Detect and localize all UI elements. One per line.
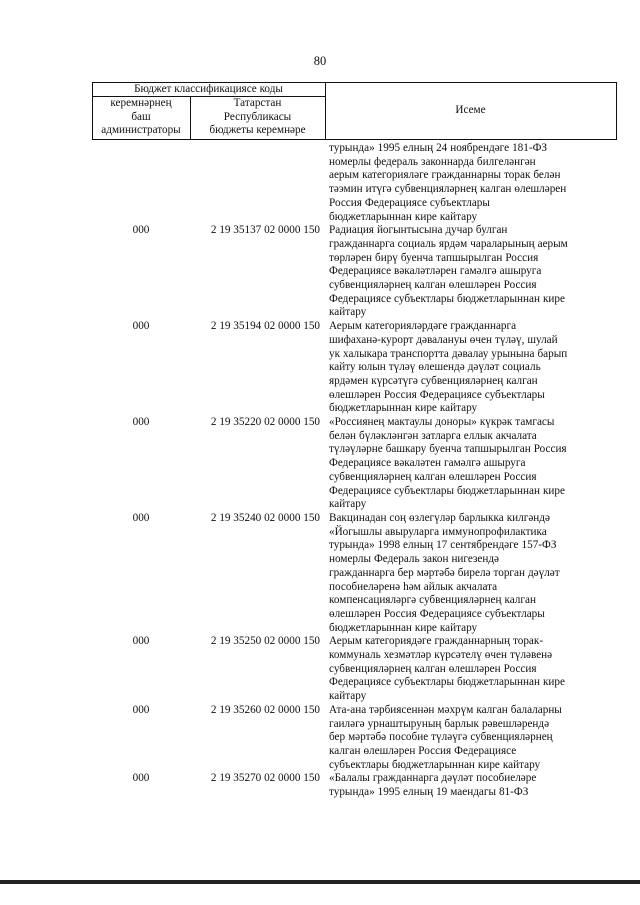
table-row (92, 512, 617, 635)
admin-code: 000 (132, 635, 150, 648)
admin-code (92, 142, 190, 224)
item-name-line: Федерациясе вәкаләтен гамәлгә ашыруга (329, 457, 526, 470)
admin-code: 000 (132, 320, 150, 333)
item-name (327, 635, 617, 704)
item-name-line: гражданнарга социаль ярдәм чараларының аерым (329, 237, 568, 250)
item-name-line: номерлы Федераль закон нигезендә (329, 553, 499, 566)
budget-code: 2 19 35270 02 0000 150 (210, 772, 320, 785)
item-name-line: турында» 1995 елның 24 ноябрендәге 181-ФЗ (329, 142, 548, 154)
item-name-line: өлешләрен Россия Федерациясе субъектлары (329, 607, 545, 620)
item-name-line: Федерациясе субъектлары бюджетларыннан кире (329, 292, 565, 305)
item-name-line: номерлы федераль законнарда билгеләнгән (329, 155, 536, 168)
item-name-line: кайтару (329, 690, 367, 703)
item-name-line: Аерым категорияләрдәге гражданнарга (329, 320, 517, 333)
item-name-line: Федерациясе вәкаләтләрен гамәлгә ашыруга (329, 265, 542, 278)
item-name (327, 320, 617, 416)
table-body (92, 142, 617, 800)
item-name-line: кайтару (329, 498, 367, 511)
item-name-line: Ата-ана тәрбиясеннән мәхрүм калган балаларны (329, 703, 562, 716)
header-col-code-line: Татарстан (233, 97, 282, 109)
table-row (92, 320, 617, 416)
item-name-line: гражданнарга бер мәртәбә бирелә торган дәүләт (329, 566, 560, 579)
header-col-admin (92, 97, 190, 138)
item-name-line: бюджетларыннан кире кайтару (329, 402, 478, 415)
item-name-line: Россия Федерациясе субъектлары (329, 196, 490, 209)
item-name-line: төрләрен бирү буенча тапшырылган Россия (329, 251, 539, 264)
item-name-line: Федерациясе субъектлары бюджетларыннан кире (329, 676, 565, 689)
header-col-admin-line: баш (131, 110, 151, 123)
item-name-line: субвенцияләрнең калган өлешләрен Россия (329, 470, 537, 483)
header-group-title: Бюджет классификациясе коды (134, 83, 283, 95)
item-name-line: Аерым категориядәге гражданнарның торак- (329, 635, 544, 648)
header-col-admin-line: керемнәрнең (110, 97, 172, 109)
budget-code: 2 19 35260 02 0000 150 (210, 703, 320, 716)
item-name (327, 704, 617, 773)
item-name-line: кайтару (329, 306, 367, 319)
item-name-line: бер мәртәбә пособие түләүгә субвенцияләрнең (329, 731, 553, 744)
header-col-name: Исеме (455, 104, 486, 116)
page-number: 80 (313, 54, 327, 68)
item-name-line: ярдәмен күрсәтүгә субвенцияләрнең калган (329, 374, 538, 387)
header-right-border (616, 83, 617, 139)
item-name-line: Вакцинадан соң өзлегүләр барлыкка килгәндә (329, 511, 550, 524)
table-row (92, 224, 617, 320)
table-row (92, 772, 617, 799)
item-name-line: турында» 1998 елның 17 сентябрендәге 157-ФЗ (329, 539, 557, 552)
budget-code: 2 19 35137 02 0000 150 (210, 224, 320, 237)
item-name-line: Федерациясе субъектлары бюджетларыннан кире (329, 484, 565, 497)
item-name-line: «Россиянең мактаулы доноры» күкрәк тамгасы (329, 416, 555, 429)
table-row (92, 416, 617, 512)
item-name (327, 142, 617, 224)
item-name-line: субвенцияләрнең калган өлешләрен Россия (329, 279, 537, 292)
item-name-line: кайту юлын түләү өлешендә дәүләт социаль (329, 361, 541, 374)
item-name-line: компенсацияләргә субвенцияләрнең калган (329, 594, 536, 607)
admin-code: 000 (132, 511, 150, 524)
item-name-line: пособиеләренә һәм айлык акчалата (329, 580, 498, 593)
budget-code: 2 19 35194 02 0000 150 (210, 320, 320, 333)
item-name-line: «Йогышлы авыруларга иммунопрофилактика (329, 525, 547, 538)
table-row (92, 704, 617, 773)
item-name-line: Радиация йогынтысына дучар булган (329, 224, 508, 237)
admin-code: 000 (132, 224, 150, 237)
header-col-code (190, 97, 325, 138)
item-name-line: бюджетларыннан кире кайтару (329, 210, 478, 223)
header-col-code-line: Республикасы (223, 110, 292, 123)
admin-code: 000 (132, 416, 150, 429)
item-name-line: белән бүләкләнгән затларга еллык акчалата (329, 429, 537, 442)
item-name-line: гаиләгә урнаштыруның барлык рәвешләрендә (329, 717, 550, 730)
budget-code (190, 142, 327, 224)
budget-code: 2 19 35250 02 0000 150 (210, 635, 320, 648)
item-name-line: турында» 1995 елның 19 маендагы 81-ФЗ (329, 786, 529, 799)
admin-code: 000 (132, 703, 150, 716)
scan-edge (0, 880, 640, 884)
table-row (92, 142, 617, 224)
header-col-code-line: бюджеты керемнәре (209, 124, 306, 137)
item-name-line: өлешләрен Россия Федерациясе субъектлары (329, 388, 545, 401)
item-name-line: аерым категорияләге гражданнарны торак белән (329, 169, 561, 182)
table-row (92, 635, 617, 704)
item-name-line: калган өлешләрен Россия Федерациясе (329, 744, 517, 757)
item-name-line: түләүләрне башкару буенча тапшырылган Россия (329, 443, 567, 456)
item-name-line: ук халыкара транспортта дәвалау урынына барып (329, 347, 568, 360)
item-name (327, 512, 617, 635)
item-name-line: субъектлары бюджетларыннан кире кайтару (329, 758, 541, 771)
budget-code: 2 19 35220 02 0000 150 (210, 416, 320, 429)
item-name-line: шифаханә-курорт дәвалануы өчен түләү, шулай (329, 333, 558, 346)
item-name (327, 772, 617, 799)
item-name-line: «Балалы гражданнарга дәүләт пособиеләре (329, 772, 537, 785)
item-name-line: бюджетларыннан кире кайтару (329, 621, 478, 634)
table-header (92, 82, 617, 140)
item-name (327, 416, 617, 512)
item-name-line: субвенцияләрнең калган өлешләрен Россия (329, 662, 537, 675)
budget-code: 2 19 35240 02 0000 150 (210, 511, 320, 524)
item-name-line: коммуналь хезмәтләр күрсәтелү өчен түләвенә (329, 649, 553, 662)
header-col-admin-line: администраторы (101, 124, 181, 137)
admin-code: 000 (132, 772, 150, 785)
item-name-line: тәэмин итүгә субвенцияләрнең калган өлешләрен (329, 183, 567, 196)
item-name (327, 224, 617, 320)
